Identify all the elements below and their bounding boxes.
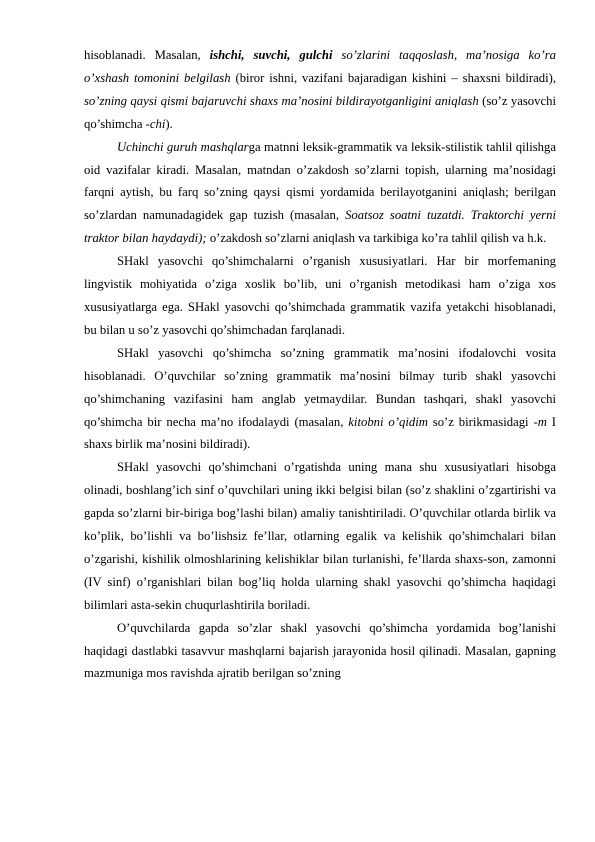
text-run: hisoblanadi. Masalan,	[84, 48, 210, 62]
paragraph-3: SHakl yasovchi qo’shimchalarni o’rganish xususiyatlari. Har bir morfemaning lingvistik mohiyatida o’ziga xoslik bo’lib, uni o’rganish metodikasi ham o’ziga xos xususiyatlarga ega. SHakl yasovchi qo’shimchada grammatik vazifa yetakchi hisoblanadi, bu bilan u so’z yasovchi qo’shimchadan farqlanadi.	[84, 254, 556, 337]
example-words: ishchi, suvchi, gulchi	[209, 48, 333, 62]
text-run: ).	[165, 116, 173, 131]
group-heading: Uchinchi guruh mashqlar	[117, 139, 249, 154]
example-phrase: kitobni o’qidim	[348, 414, 428, 429]
text-run: o’zakdosh so’zlarni aniqlash va tarkibiga ko’ra tahlil qilish va h.k.	[206, 231, 547, 246]
text-run: so’z birikmasidagi -	[427, 414, 538, 429]
paragraph-2	[84, 136, 556, 251]
text-run: (so’z yasovchi qo’shimcha -	[84, 93, 556, 131]
example-sentences: Soatsoz soatni tuzatdi. Traktorchi yerni traktor bilan haydaydi);	[84, 208, 556, 246]
document-page	[84, 44, 556, 685]
paragraph-6: O’quvchilarda gapda so’zlar shakl yasovchi qo’shimcha yordamida bog’lanishi haqidagi dastlabki tasavvur mashqlarni bajarish jarayonida hosil qilinadi. Masalan, gapning mazmuniga mos ravishda ajratib berilgan so’zning	[84, 620, 556, 681]
text-run: SHakl yasovchi qo’shimcha so’zning grammatik ma’nosini ifodalovchi vosita hisoblanadi. O’quvchilar so’zning grammatik ma’nosini bilmay turib shakl yasovchi qo’shimchaning vazifasini ham anglab yetmaydilar. Bundan tashqari, shakl yasovchi qo’shimcha bir necha ma’no ifodalaydi (masalan,	[84, 345, 556, 429]
italic-run: so’zlarini taqqoslash, ma’nosiga ko’ra o’xshash tomonini belgilash	[84, 48, 556, 85]
text-run: I shaxs birlik ma’nosini bildiradi).	[84, 414, 556, 452]
suffix-example: chi	[149, 116, 166, 131]
paragraph-4	[84, 342, 556, 457]
paragraph-5: SHakl yasovchi qo’shimchani o’rgatishda uning mana shu xususiyatlari hisobga olinadi, boshlang’ich sinf o’quvchilari uning ikki belgisi bilan (so’z shaklini o’zgartirishi va gapda so’zlarni bir-biriga bog’lashi bilan) amaliy tanishtiriladi. O’quvchilar otlarda birlik va ko’plik, bo’lishli va bo’lishsiz fe’llar, otlarning egalik va kelishik qo’shimchalari bilan o’zgarishi, kishilik olmoshlarining kelishiklar bilan turlanishi, fe’llarda shaxs-son, zamonni (IV sinf) o’rganishlari bilan bog’liq holda ularning shakl yasovchi qo’shimcha haqidagi bilimlari asta-sekin chuqurlashtirila boriladi.	[84, 460, 556, 612]
italic-run: so’zning qaysi qismi bajaruvchi shaxs ma’nosini bildirayotganligini aniqlash	[84, 93, 479, 108]
text-run: (biror ishni, vazifani bajaradigan kishini – shaxsni bildiradi),	[230, 70, 556, 85]
paragraph-1	[84, 44, 556, 136]
suffix-example: m	[537, 414, 547, 429]
text-run: ga matnni leksik-grammatik va leksik-stilistik tahlil qilishga oid vazifalar kiradi. Masalan, matndan o’zakdosh so’zlarni topish, ularning ma’nosidagi farqni aytish, bu farq so’zning qaysi qismi yordamida berilayotganini aniqlash; berilgan so’zlardan namunadagidek gap tuzish (masalan,	[84, 139, 556, 223]
